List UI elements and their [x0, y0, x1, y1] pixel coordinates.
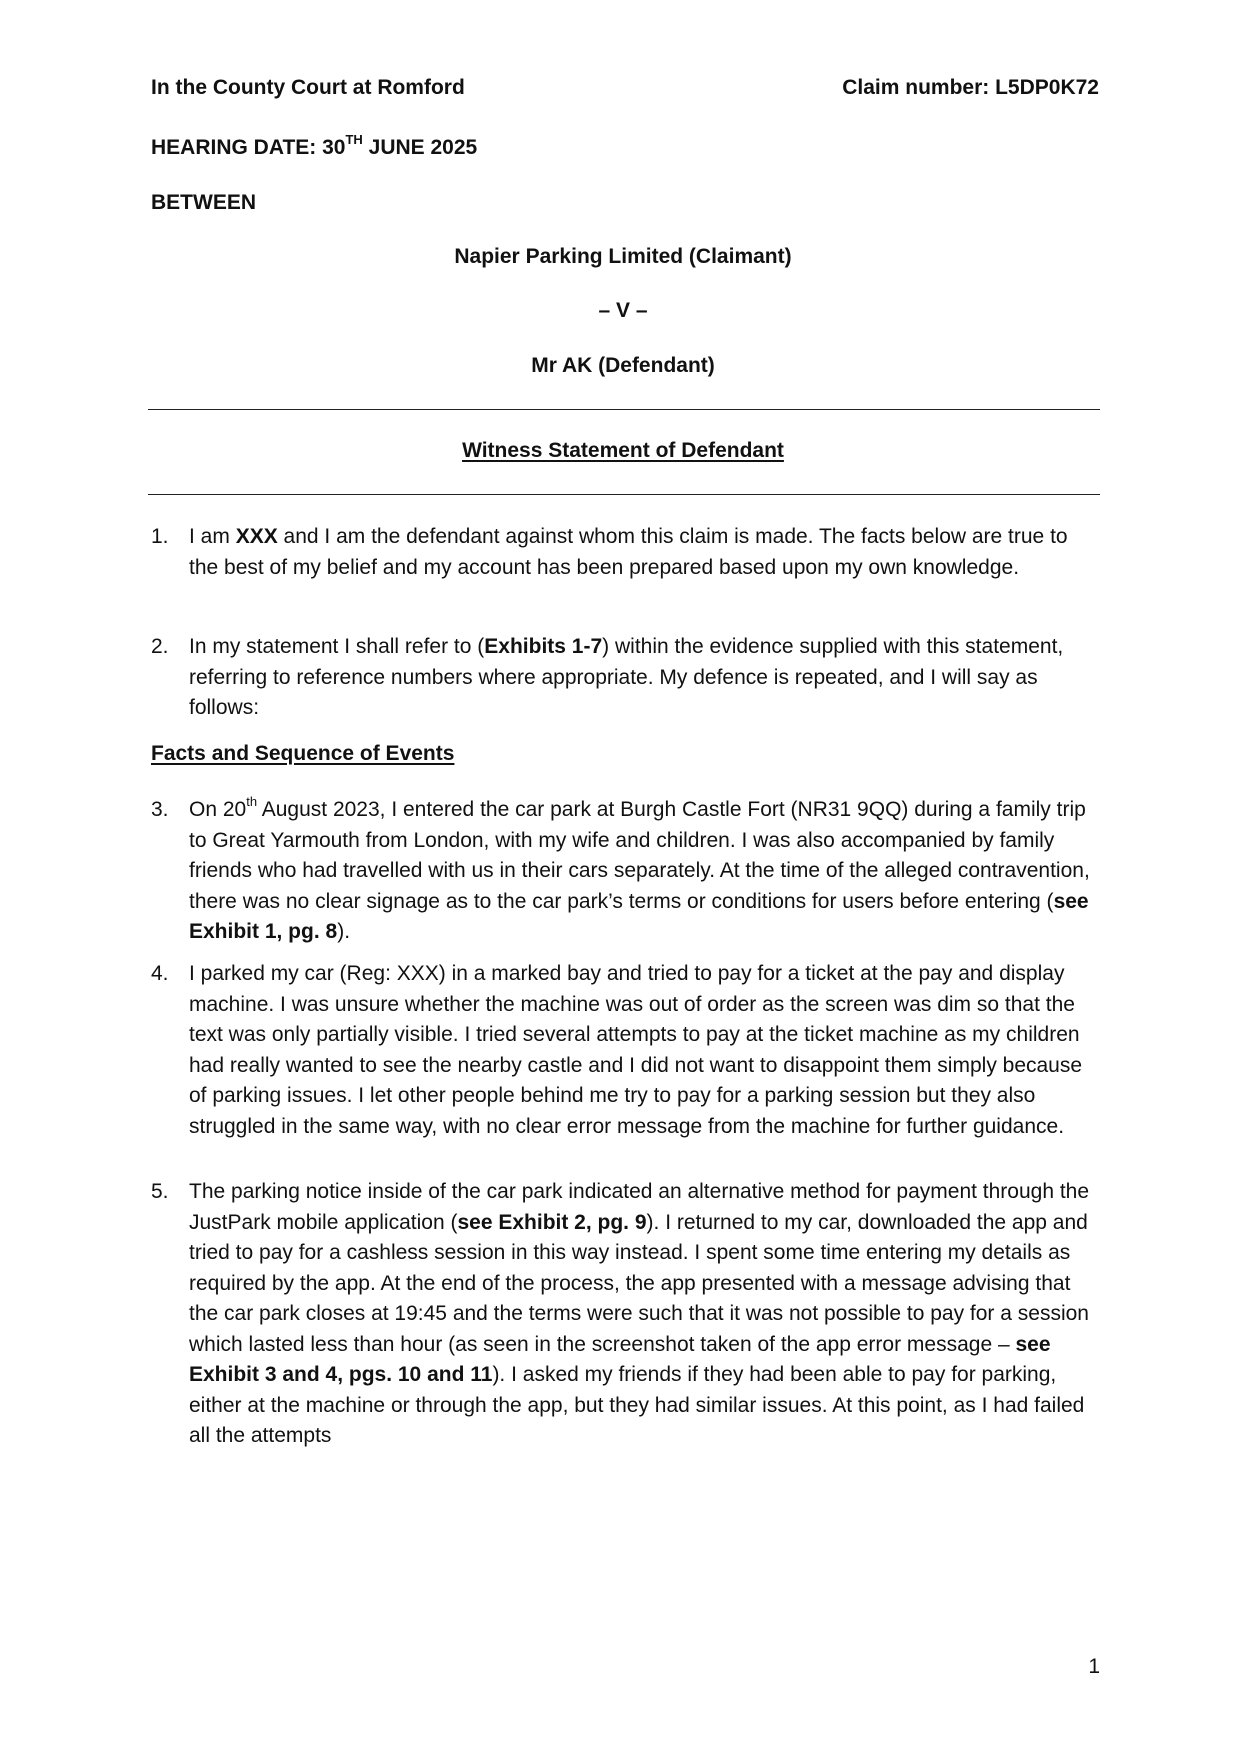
- page-number: 1: [1088, 1655, 1100, 1678]
- paragraph-text: I parked my car (Reg: XXX) in a marked bay and tried to pay for a ticket at the pay and display machine. I was unsure whether the machine was out of order as the screen was dim so that the text was only partially visible. I tried several attempts to pay at the ticket machine as my children had really wanted to see the nearby castle and I did not want to disappoint them simply because of parking issues. I let other people behind me try to pay for a parking session but they also struggled in the same way, with no clear error message from the machine for further guidance.: [189, 962, 1083, 1138]
- claim-number: Claim number: L5DP0K72: [842, 76, 1099, 99]
- top-divider: [148, 409, 1100, 410]
- paragraph-number: 4.: [151, 962, 169, 985]
- paragraph-2: [151, 632, 1097, 724]
- paragraph-3: [151, 795, 1097, 948]
- paragraph-number: 2.: [151, 635, 169, 658]
- document-title: Witness Statement of Defendant: [462, 439, 784, 462]
- paragraph-text: On 20th August 2023, I entered the car park at Burgh Castle Fort (NR31 9QQ) during a family trip to Great Yarmouth from London, with my wife and children. I was also accompanied by family friends who had travelled with us in their cars separately. At the time of the alleged contravention, there was no clear signage as to the car park’s terms or conditions for users before entering (see Exhibit 1, pg. 8).: [189, 794, 1090, 943]
- bottom-divider: [148, 494, 1100, 495]
- paragraph-text: The parking notice inside of the car park indicated an alternative method for payment through the JustPark mobile application (see Exhibit 2, pg. 9). I returned to my car, downloaded the app and tried to pay for a cashless session in this way instead. I spent some time entering my details as required by the app. At the end of the process, the app presented with a message advising that the car park closes at 19:45 and the terms were such that it was not possible to pay for a session which lasted less than hour (as seen in the screenshot taken of the app error message – see Exhibit 3 and 4, pgs. 10 and 11). I asked my friends if they had been able to pay for parking, either at the machine or through the app, but they had similar issues. At this point, as I had failed all the attempts: [189, 1180, 1090, 1447]
- hearing-date: HEARING DATE: 30TH JUNE 2025: [151, 132, 478, 159]
- versus-label: – V –: [598, 299, 648, 322]
- between-label: BETWEEN: [151, 191, 256, 214]
- section-heading: Facts and Sequence of Events: [151, 742, 455, 765]
- defendant-name: Mr AK (Defendant): [531, 354, 715, 377]
- claimant-name: Napier Parking Limited (Claimant): [454, 245, 792, 268]
- paragraph-number: 5.: [151, 1180, 169, 1203]
- paragraph-text: In my statement I shall refer to (Exhibits 1-7) within the evidence supplied with this statement, referring to reference numbers where appropriate. My defence is repeated, and I will say as follows:: [189, 635, 1064, 719]
- paragraph-number: 3.: [151, 798, 169, 821]
- court-name: In the County Court at Romford: [151, 76, 465, 99]
- paragraph-5: [151, 1177, 1097, 1452]
- paragraph-4: [151, 959, 1097, 1142]
- paragraph-number: 1.: [151, 525, 169, 548]
- paragraph-1: [151, 522, 1097, 583]
- paragraph-text: I am XXX and I am the defendant against whom this claim is made. The facts below are true to the best of my belief and my account has been prepared based upon my own knowledge.: [189, 525, 1068, 579]
